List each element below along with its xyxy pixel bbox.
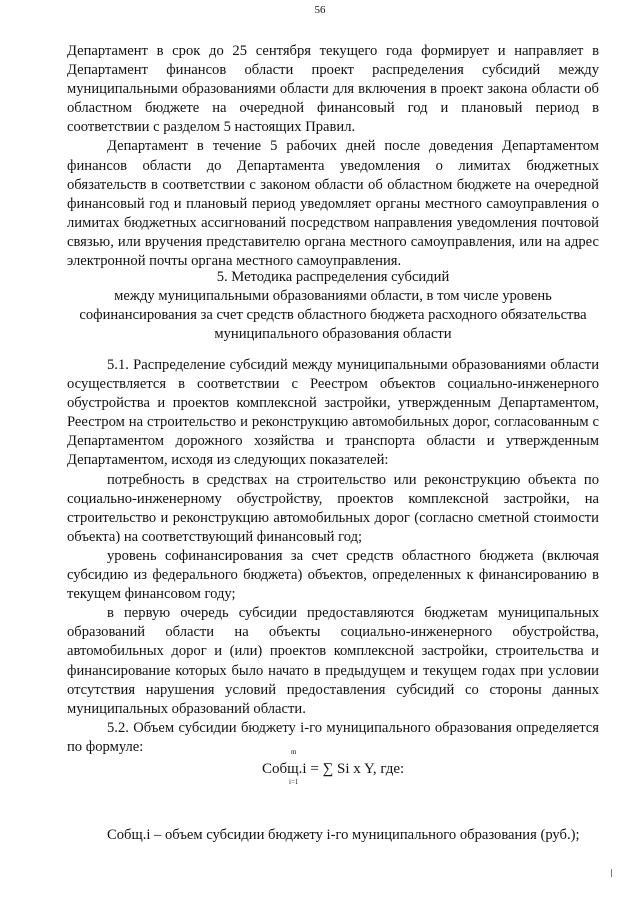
definitions-text — [67, 826, 599, 845]
definition-total-subsidy: Собщ.i – объем субсидии бюджету i-го муниципального образования (руб.); — [107, 827, 580, 843]
intro-paragraph-deadline: Департамент в срок до 25 сентября текущего года формирует и направляет в Департамент финансов области проект распределения субсидий между муниципальными образованиями области для включения в проект закона области об областном бюджете на очередной финансовый год и плановый период в соответствии с разделом 5 настоящих Правил. — [67, 43, 599, 136]
sum-lower-limit: i=1 — [289, 778, 299, 786]
indicator-need: потребность в средствах на строительство или реконструкцию объекта по социально-инженерному обустройству, проектов комплексной застройки, на строительство и реконструкцию автомобильных дорог (согласно сметной стоимости объекта) на соответствующий финансовый год; — [67, 471, 599, 545]
section-subtitle: между муниципальными образованиями области, в том числе уровень софинансирования за счет средств областного бюджета расходного обязательства муниципального образования области — [79, 288, 587, 343]
subsidy-formula — [0, 748, 640, 788]
section-title: 5. Методика распределения субсидий — [216, 269, 450, 285]
indicator-priority: в первую очередь субсидии предоставляются бюджетам муниципальных образований области на объекты социально-инженерного обустройства, автомобильных дорог и (или) проектов комплексной застройки, строительства и финансирование которых было начато в предыдущем и текущем годах при условии отсутствия нарушения условий предоставления субсидий со стороны данных муниципальных образований области. — [67, 605, 599, 717]
methodology-text — [67, 356, 599, 757]
section-heading — [67, 268, 599, 344]
page-number: 56 — [314, 4, 326, 16]
paragraph-5-2: 5.2. Объем субсидии бюджету i-го муниципального образования определяется по формуле: — [67, 719, 599, 755]
sum-upper-limit: m — [291, 748, 297, 756]
formula-expression: Собщ.i = ∑ Si x Y, где: — [262, 761, 405, 777]
intro-paragraph-notification: Департамент в течение 5 рабочих дней после доведения Департаментом финансов области до Департамента уведомления о лимитах бюджетных обязательств в соответствии с законом области об областном бюджете на очередной финансовый год и плановый период уведомляет органы местного самоуправления о лимитах бюджетных ассигнований посредством направления уведомления почтовой связью, или вручения представителю органа местного самоуправления, или на адрес электронной почты органа местного самоуправления. — [67, 138, 599, 270]
scan-edge-mark — [611, 869, 612, 877]
paragraph-5-1: 5.1. Распределение субсидий между муниципальными образованиями области осуществляется в соответствии с Реестром объектов социально-инженерного обустройства и проектов комплексной застройки, утвержденным Департаментом, Реестром на строительство и реконструкцию автомобильных дорог, согласованным с Департаментом дорожного хозяйства и транспорта области и утвержденным Департаментом, исходя из следующих показателей: — [67, 357, 599, 469]
indicator-cofinancing-level: уровень софинансирования за счет средств областного бюджета (включая субсидию из федерального бюджета) объектов, определенных к финансированию в текущем финансовом году; — [67, 547, 599, 603]
intro-text — [67, 42, 599, 271]
